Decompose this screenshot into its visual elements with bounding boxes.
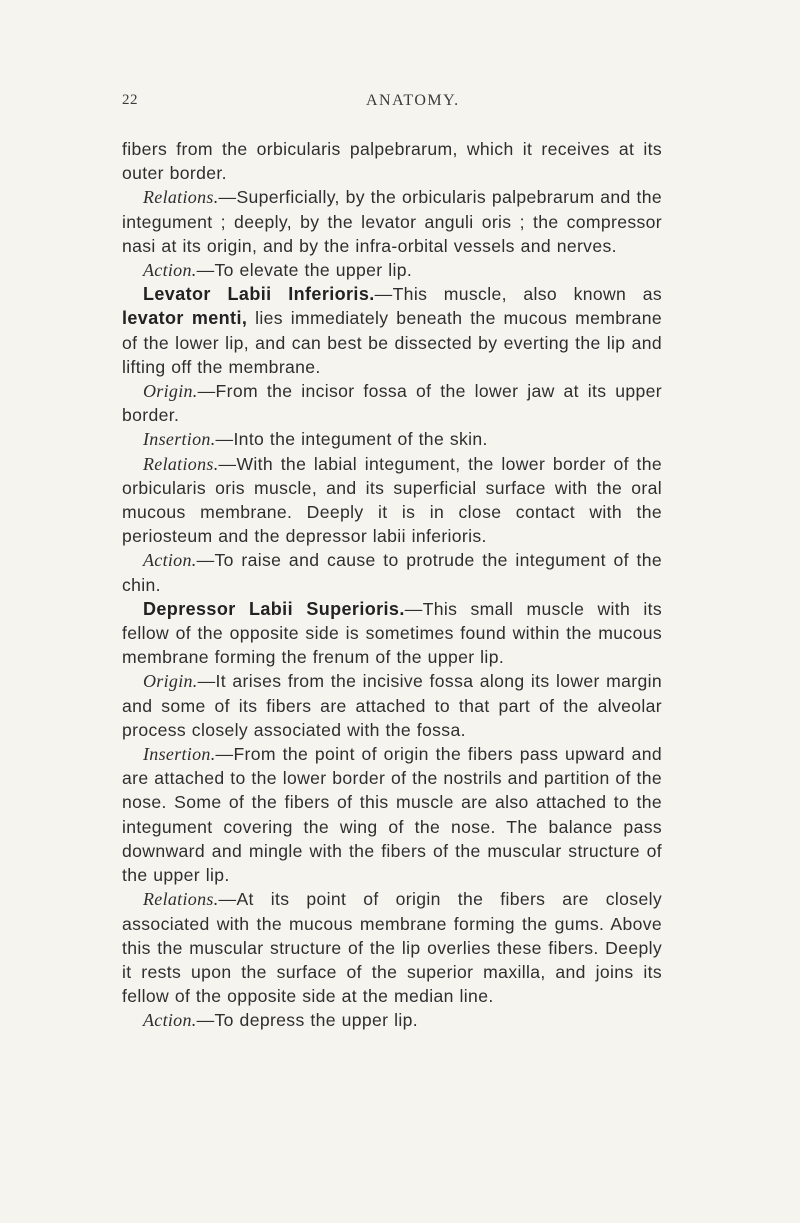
paragraph-relations (122, 452, 662, 549)
section-label: Relations. (143, 453, 219, 474)
section-label: Insertion. (143, 429, 216, 450)
paragraph-text: —From the point of origin the fibers pass upward and are attached to the lower border of the nostrils and partition of the nose. Some of the fibers of this muscle are also attached to the integument covering the wing of the nose. The balance pass downward and mingle with the fibers of the muscular structure of the upper lip. (122, 744, 662, 886)
page-header (122, 92, 660, 116)
section-label: Action. (143, 1010, 197, 1031)
paragraph-text: —With the labial integument, the lower border of the orbicularis oris muscle, and its superficial surface with the oral mucous membrane. Deeply it is in close contact with the periosteum and the depressor labii inferioris. (122, 453, 662, 547)
paragraph-text: —To raise and cause to protrude the integument of the chin. (122, 550, 662, 595)
paragraph-action (122, 258, 662, 282)
paragraph-action (122, 548, 662, 596)
running-head: ANATOMY. (366, 92, 460, 109)
muscle-heading: Depressor Labii Superioris. (143, 598, 405, 619)
paragraph-text: —This small muscle with its fellow of the opposite side is sometimes found within the mucous membrane forming the frenum of the upper lip. (122, 598, 662, 668)
body-text (122, 137, 662, 1033)
paragraph-origin (122, 379, 662, 427)
paragraph-text: lies immediately beneath the mucous membrane of the lower lip, and can best be dissected by everting the lip and lifting off the membrane. (122, 308, 662, 377)
paragraph-insertion (122, 427, 662, 451)
section-label: Origin. (143, 381, 198, 402)
section-label: Action. (143, 550, 197, 571)
paragraph-relations (122, 185, 662, 258)
paragraph-muscle-heading (122, 597, 662, 670)
paragraph-text: —At its point of origin the fibers are closely associated with the mucous membrane forming the gums. Above this the muscular structure of the lip overlies these fibers. Deeply it rests upon the surface of the superior maxilla, and joins its fellow of the opposite side at the median line. (122, 889, 662, 1007)
muscle-heading: Levator Labii Inferioris. (143, 284, 375, 305)
section-label: Relations. (143, 889, 219, 910)
paragraph-text: —It arises from the incisive fossa along its lower margin and some of its fibers are attached to that part of the alveolar process closely associated with the fossa. (122, 671, 662, 740)
paragraph-text: —To elevate the upper lip. (196, 260, 413, 281)
paragraph-text: —From the incisor fossa of the lower jaw at its upper border. (122, 381, 662, 426)
section-label: Insertion. (143, 744, 216, 765)
paragraph-origin (122, 669, 662, 742)
paragraph-text: —This muscle, also known as (374, 284, 662, 305)
paragraph-muscle-heading (122, 282, 662, 379)
paragraph-action (122, 1008, 662, 1032)
paragraph-text: fibers from the orbicularis palpebrarum, which it receives at its outer border. (122, 139, 662, 184)
paragraph-relations (122, 887, 662, 1008)
paragraph-continuation (122, 137, 662, 185)
paragraph-text: —Into the integument of the skin. (215, 429, 488, 450)
paragraph-insertion (122, 742, 662, 887)
page-number: 22 (122, 92, 138, 108)
paragraph-text: —Superficially, by the orbicularis palpebrarum and the integument ; deeply, by the levator anguli oris ; the compressor nasi at its origin, and by the infra-orbital vessels and nerves. (122, 187, 662, 256)
paragraph-text: —To depress the upper lip. (196, 1010, 418, 1031)
section-label: Action. (143, 260, 197, 281)
muscle-alt-name: levator menti, (122, 308, 248, 329)
section-label: Origin. (143, 671, 198, 692)
section-label: Relations. (143, 187, 219, 208)
